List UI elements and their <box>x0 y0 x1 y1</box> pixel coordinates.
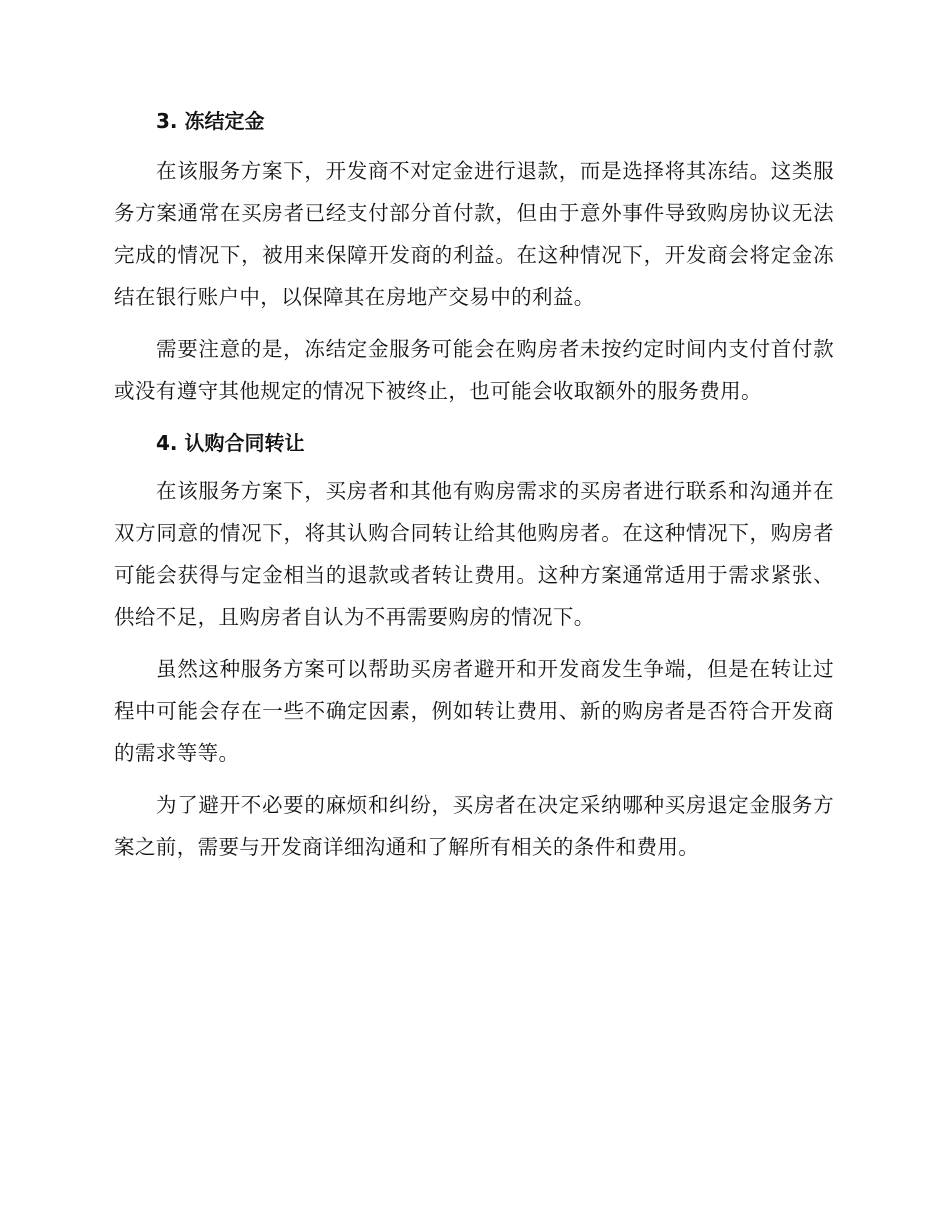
paragraph: 虽然这种服务方案可以帮助买房者避开和开发商发生争端，但是在转让过程中可能会存在一些不确定因素，例如转让费用、新的购房者是否符合开发商的需求等等。 <box>114 657 834 765</box>
paragraph: 在该服务方案下，买房者和其他有购房需求的买房者进行联系和沟通并在双方同意的情况下，将其认购合同转让给其他购房者。在这种情况下，购房者可能会获得与定金相当的退款或者转让费用。这种方案通常适用于需求紧张、供给不足，且购房者自认为不再需要购房的情况下。 <box>114 479 834 629</box>
paragraph: 为了避开不必要的麻烦和纠纷，买房者在决定采纳哪种买房退定金服务方案之前，需要与开发商详细沟通和了解所有相关的条件和费用。 <box>114 793 834 859</box>
section-heading-contract-transfer: 4. 认购合同转让 <box>156 431 305 455</box>
paragraph: 需要注意的是，冻结定金服务可能会在购房者未按约定时间内支付首付款或没有遵守其他规定的情况下被终止，也可能会收取额外的服务费用。 <box>114 337 834 403</box>
document-page <box>114 108 834 878</box>
paragraph: 在该服务方案下，开发商不对定金进行退款，而是选择将其冻结。这类服务方案通常在买房者已经支付部分首付款，但由于意外事件导致购房协议无法完成的情况下，被用来保障开发商的利益。在这种情况下，开发商会将定金冻结在银行账户中，以保障其在房地产交易中的利益。 <box>114 159 834 309</box>
section-heading-freeze-deposit: 3. 冻结定金 <box>156 109 265 133</box>
